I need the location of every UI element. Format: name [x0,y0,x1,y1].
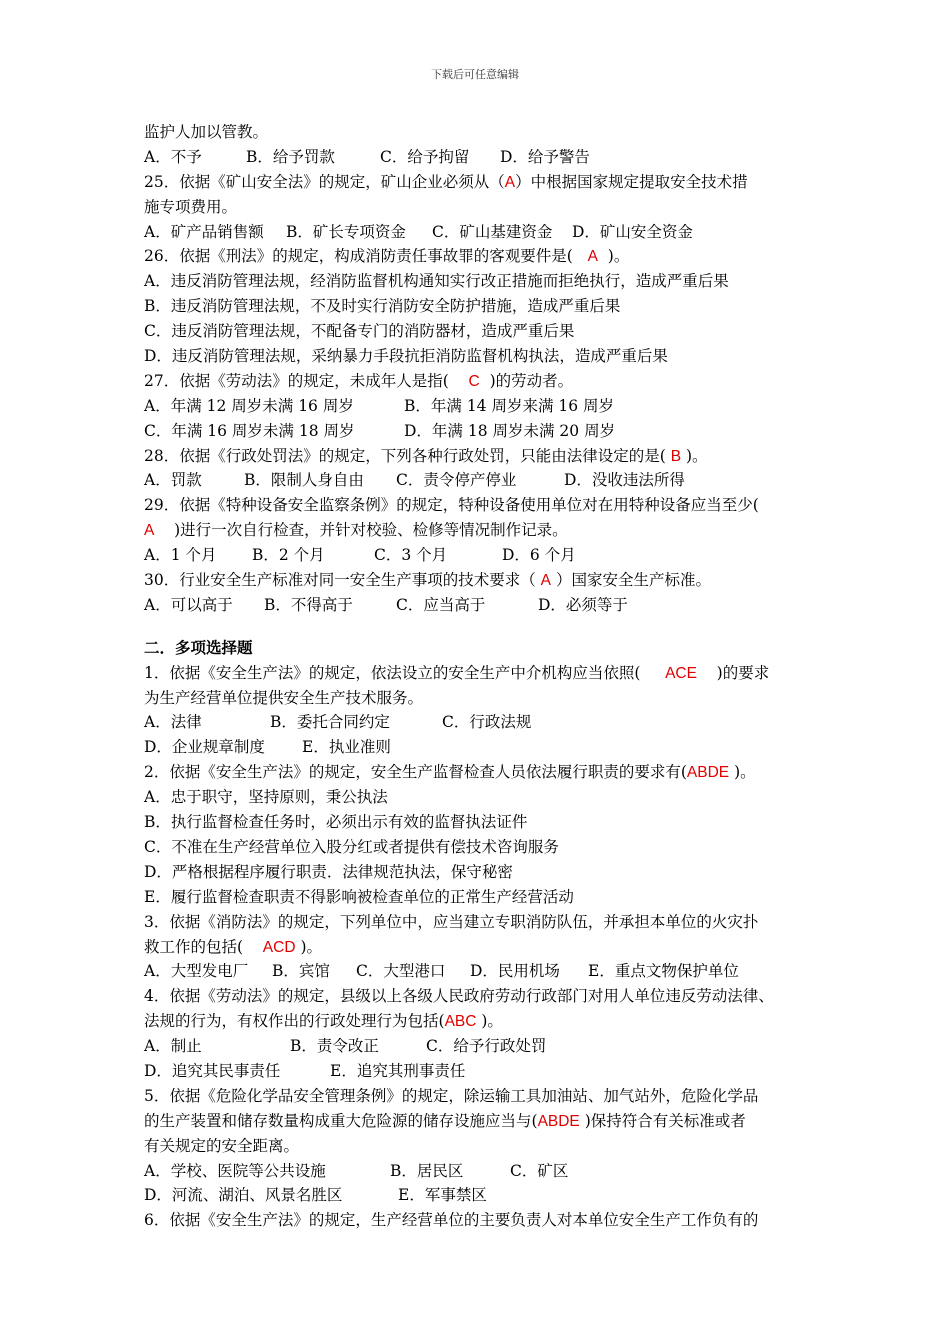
multi-question-1 [144,661,824,686]
question-text: 26．依据《刑法》的规定，构成消防责任事故罪的客观要件是( [144,247,573,266]
question-27 [144,369,824,394]
multi-question-5: 5．依据《危险化学品安全管理条例》的规定，除运输工具加油站、加气站外，危险化学品 [144,1086,759,1105]
question-30-options [144,593,824,618]
question-text: 2．依据《安全生产法》的规定，安全生产监督检查人员依法履行职责的要求有( [144,763,687,782]
option: C．3 个月 [374,546,448,565]
option: C．行政法规 [442,713,532,732]
multi-question-1-line2: 为生产经营单位提供安全生产技术服务。 [144,688,424,707]
question-text: )进行一次自行检查，并针对校验、检修等情况制作记录。 [174,521,568,540]
question-text: ）中根据国家规定提取安全技术措 [515,172,748,191]
multi-question-3: 3．依据《消防法》的规定，下列单位中，应当建立专职消防队伍，并承担本单位的火灾扑 [144,912,759,931]
option: D．必须等于 [538,595,628,614]
option: A．忠于职守，坚持原则，秉公执法 [144,788,388,807]
answer: ACD [262,938,296,956]
option: C．大型港口 [356,962,446,981]
option: A．可以高于 [144,595,233,614]
option: B．违反消防管理法规，不及时实行消防安全防护措施，造成严重后果 [144,297,621,316]
question-text: 的生产装置和储存数量构成重大危险源的储存设施应当与( [144,1111,538,1130]
option: B．2 个月 [252,546,325,565]
option: D．追究其民事责任 [144,1061,281,1080]
option: B．责令改正 [290,1037,379,1056]
option: C．不准在生产经营单位入股分红或者提供有偿技术咨询服务 [144,837,559,856]
multi-question-4-options-abc [144,1034,824,1059]
option: E．履行监督检查职责不得影响被检查单位的正常生产经营活动 [144,887,574,906]
question-29: 29．依据《特种设备安全监察条例》的规定，特种设备使用单位对在用特种设备应当至少( [144,496,759,515]
multi-question-5-options-abc [144,1159,824,1184]
question-text: )。 [734,763,756,782]
question-24-tail: 监护人加以管教。 [144,123,269,141]
option: E．重点文物保护单位 [588,962,739,981]
question-28 [144,444,824,469]
multi-question-5-line2 [144,1109,824,1134]
multi-question-3-line2 [144,935,824,960]
answer: A [504,173,516,191]
option: E．军事禁区 [398,1186,487,1205]
question-26 [144,244,824,269]
option: D．企业规章制度 [144,738,265,757]
answer: ACE [665,664,697,682]
question-text: )的劳动者。 [489,371,574,390]
answer: C [468,372,480,390]
option: C．违反消防管理法规，不配备专门的消防器材，造成严重后果 [144,322,575,341]
question-text: 25．依据《矿山安全法》的规定，矿山企业必须从（ [144,172,505,191]
option: D．矿山安全资金 [572,222,693,241]
answer: ABDE [686,764,730,782]
option: C．矿区 [510,1161,569,1180]
answer: A [144,522,155,540]
question-24-options [144,145,824,170]
question-27-options-cd [144,419,824,444]
question-25 [144,170,824,195]
multi-question-4-line2 [144,1009,824,1034]
question-25-options [144,220,824,245]
multi-question-5-line3: 有关规定的安全距离。 [144,1136,300,1155]
question-text: 30．行业安全生产标准对同一安全生产事项的技术要求（ [144,571,536,590]
answer: ABC [444,1013,477,1031]
option: A．矿产品销售额 [144,222,264,241]
question-27-options-ab [144,394,824,419]
question-29-line2 [144,518,824,543]
multi-question-6: 6．依据《安全生产法》的规定，生产经营单位的主要负责人对本单位安全生产工作负有的 [144,1211,759,1230]
question-text: )的要求 [716,663,770,682]
option: A．学校、医院等公共设施 [144,1161,326,1180]
option: B．不得高于 [264,595,353,614]
option: D．6 个月 [502,546,576,565]
multi-question-4: 4．依据《劳动法》的规定，县级以上各级人民政府劳动行政部门对用人单位违反劳动法律、 [144,987,774,1006]
option: C．应当高于 [396,595,486,614]
option: D．没收违法所得 [564,471,685,490]
option: B．给予罚款 [246,147,335,166]
option: D．严格根据程序履行职责．法律规范执法，保守秘密 [144,862,513,881]
option: A．违反消防管理法规，经消防监督机构通知实行改正措施而拒绝执行，造成严重后果 [144,272,729,291]
option: D．给予警告 [500,147,590,166]
option: B．执行监督检查任务时，必须出示有效的监督执法证件 [144,813,528,832]
option: D．违反消防管理法规，采纳暴力手段抗拒消防监督机构执法，造成严重后果 [144,347,668,366]
page-header: 下载后可任意编辑 [431,68,519,81]
question-28-options [144,468,824,493]
question-text: 28．依据《行政处罚法》的规定，下列各种行政处罚，只能由法律设定的是( [144,446,666,465]
option: C．给予行政处罚 [426,1037,547,1056]
question-25-line2: 施专项费用。 [144,197,238,216]
option: E．追究其刑事责任 [330,1061,466,1080]
question-29-options [144,543,824,568]
option: B．委托合同约定 [270,713,390,732]
answer: ABDE [537,1112,580,1130]
option: D．河流、湖泊、风景名胜区 [144,1186,343,1205]
option: A．1 个月 [144,546,217,565]
multi-question-1-options-de [144,735,824,760]
answer: B [670,447,682,465]
section-title: 二．多项选择题 [144,637,253,657]
option: A．不予 [144,147,202,166]
option: B．矿长专项资金 [286,222,406,241]
option: A．罚款 [144,471,202,490]
option: D．年满 18 周岁未满 20 周岁 [404,421,616,440]
option: D．民用机场 [470,962,560,981]
multi-question-2 [144,760,824,785]
multi-question-1-options-abc [144,710,824,735]
section-gap [144,618,824,636]
option: A．年满 12 周岁未满 16 周岁 [144,396,354,415]
option: B．年满 14 周岁来满 16 周岁 [404,396,615,415]
question-text: ）国家安全生产标准。 [555,571,711,590]
option: A．制止 [144,1037,202,1056]
option: E．执业准则 [302,738,391,757]
question-text: )。 [300,937,323,956]
question-text: )。 [481,1012,503,1031]
multi-question-4-options-de [144,1059,824,1084]
answer: A [587,248,598,266]
document-content [144,120,824,1233]
option: C．年满 16 周岁未满 18 周岁 [144,421,355,440]
question-text: )保持符合有关标准或者 [584,1111,746,1130]
question-text: 1．依据《安全生产法》的规定，依法设立的安全生产中介机构应当依照( [144,663,641,682]
question-text: 法规的行为，有权作出的行政处理行为包括( [144,1012,445,1031]
question-text: 救工作的包括( [144,937,244,956]
option: C．责令停产停业 [396,471,517,490]
option: A．法律 [144,713,202,732]
option: B．宾馆 [272,962,330,981]
option: C．给予拘留 [380,147,470,166]
question-text: )。 [607,247,630,266]
answer: A [540,572,552,590]
question-text: )。 [686,446,708,465]
question-text: 27．依据《劳动法》的规定，未成年人是指( [144,371,449,390]
option: B．居民区 [390,1161,464,1180]
multi-question-3-options [144,959,824,984]
option: B．限制人身自由 [244,471,364,490]
option: A．大型发电厂 [144,962,249,981]
multi-question-5-options-de [144,1183,824,1208]
option: C．矿山基建资金 [432,222,553,241]
question-30 [144,568,824,593]
